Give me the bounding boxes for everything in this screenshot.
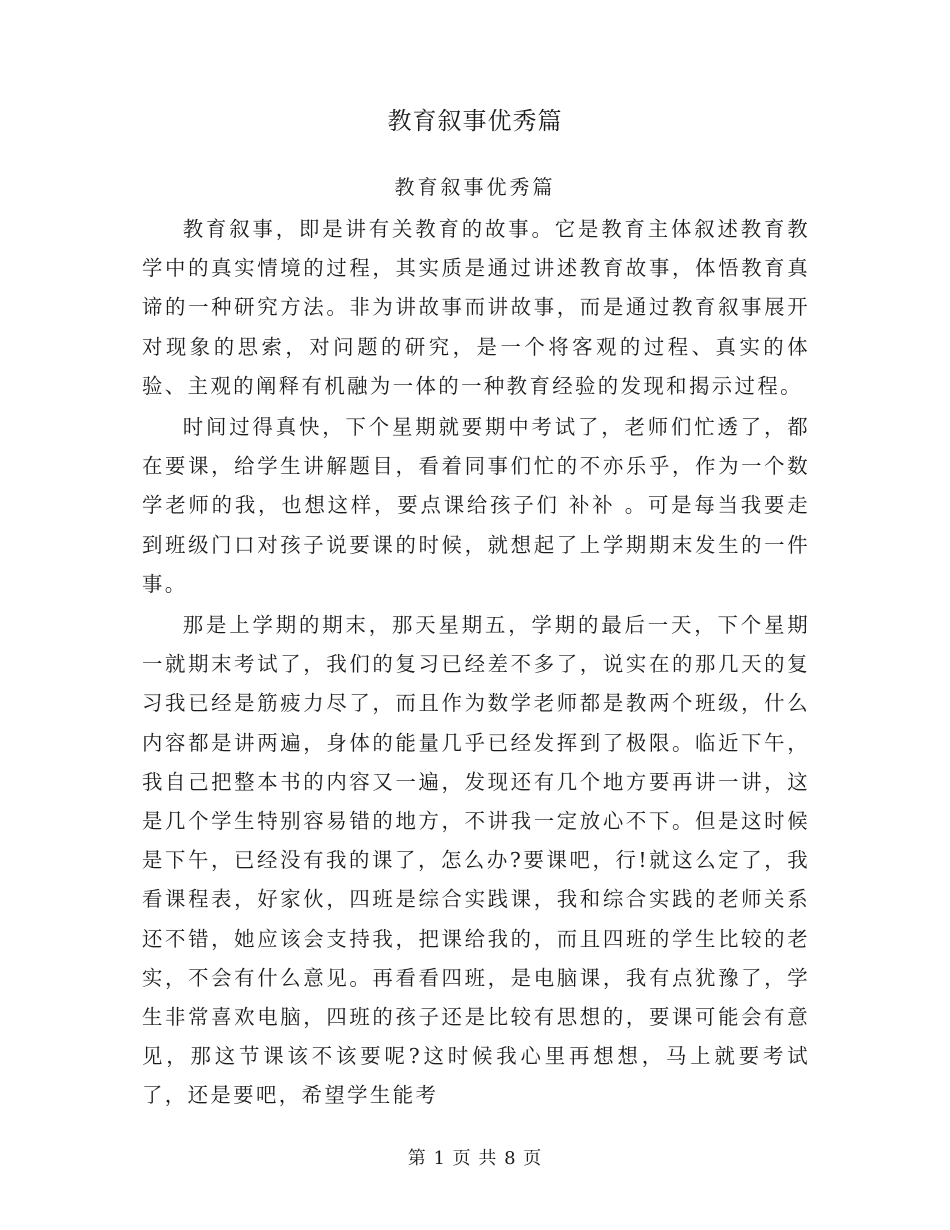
page-number-label: 第 1 页 共 8 页 [407,1148,543,1169]
paragraph-2: 时间过得真快，下个星期就要期中考试了，老师们忙透了，都在要课，给学生讲解题目，看着同事们忙的不亦乐乎，作为一个数学老师的我，也想这样，要点课给孩子们 补补 。可是每当我要走到班级门口对孩子说要课的时候，就想起了上学期期末发生的一件事。 [142,415,810,596]
paragraph-3: 那是上学期的期末，那天星期五，学期的最后一天，下个星期一就期末考试了，我们的复习已经差不多了，说实在的那几天的复习我已经是筋疲力尽了，而且作为数学老师都是教两个班级，什么内容都是讲两遍，身体的能量几乎已经发挥到了极限。临近下午，我自己把整本书的内容又一遍，发现还有几个地方要再讲一讲，这是几个学生特别容易错的地方，不讲我一定放心不下。但是这时候是下午，已经没有我的课了，怎么办?要课吧，行!就这么定了，我看课程表，好家伙，四班是综合实践课，我和综合实践的老师关系还不错，她应该会支持我，把课给我的，而且四班的学生比较的老实，不会有什么意见。再看看四班，是电脑课，我有点犹豫了，学生非常喜欢电脑，四班的孩子还是比较有思想的，要课可能会有意见，那这节课该不该要呢?这时候我心里再想想，马上就要考试了，还是要吧，希望学生能考 [142,613,810,1108]
page-footer [0,1146,950,1172]
document-title: 教育叙事优秀篇 [387,107,563,135]
document-body [142,210,810,1116]
document-subtitle: 教育叙事优秀篇 [394,175,556,199]
paragraph-1: 教育叙事，即是讲有关教育的故事。它是教育主体叙述教育教学中的真实情境的过程，其实质是通过讲述教育故事，体悟教育真谛的一种研究方法。非为讲故事而讲故事，而是通过教育叙事展开对现象的思索，对问题的研究，是一个将客观的过程、真实的体验、主观的阐释有机融为一体的一种教育经验的发现和揭示过程。 [142,217,810,398]
